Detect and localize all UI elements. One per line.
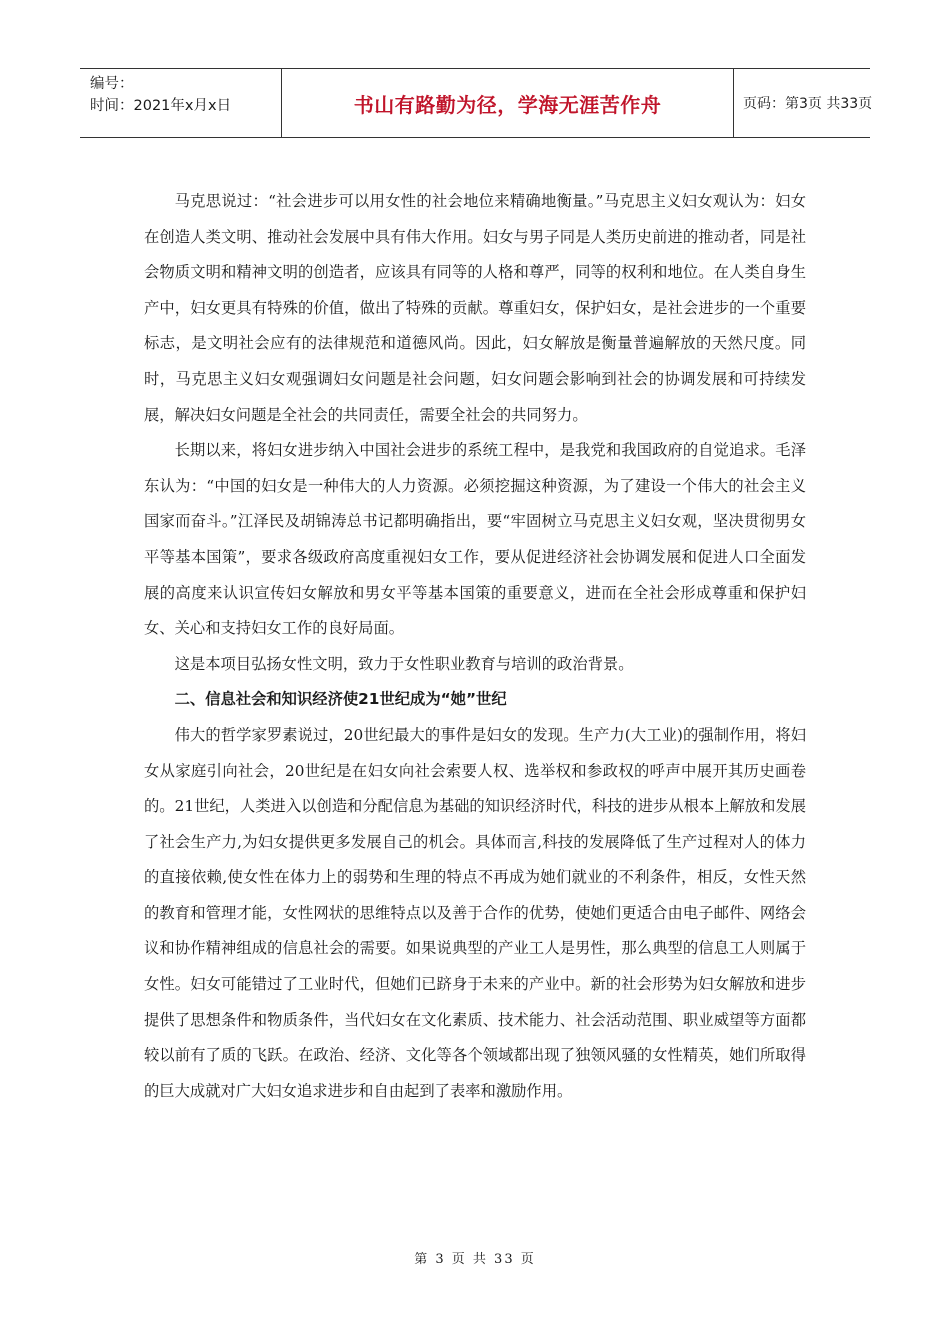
section-paragraph: 伟大的哲学家罗素说过，20世纪最大的事件是妇女的发现。生产力(大工业)的强制作用，将妇女从家庭引向社会，20世纪是在妇女向社会索要人权、选举权和参政权的呼声中展开其历史画卷的。21世纪，人类进入以创造和分配信息为基础的知识经济时代，科技的进步从根本上解放和发展了社会生产力,为妇女提供更多发展自己的机会。具体而言,科技的发展降低了生产过程对人的体力的直接依赖,使女性在体力上的弱势和生理的特点不再成为她们就业的不利条件，相反，女性天然的教育和管理才能，女性网状的思维特点以及善于合作的优势，使她们更适合由电子邮件、网络会议和协作精神组成的信息社会的需要。如果说典型的产业工人是男性，那么典型的信息工人则属于女性。妇女可能错过了工业时代，但她们已跻身于未来的产业中。新的社会形势为妇女解放和进步提供了思想条件和物质条件，当代妇女在文化素质、技术能力、社会活动范围、职业威望等方面都较以前有了质的飞跃。在政治、经济、文化等各个领域都出现了独领风骚的女性精英，她们所取得的巨大成就对广大妇女追求进步和自由起到了表率和激励作用。 (144, 725, 806, 1100)
body-paragraph-2: 长期以来，将妇女进步纳入中国社会进步的系统工程中，是我党和我国政府的自觉追求。毛泽东认为：“中国的妇女是一种伟大的人力资源。必须挖掘这种资源，为了建设一个伟大的社会主义国家而奋斗。”江泽民及胡锦涛总书记都明确指出，要“牢固树立马克思主义妇女观，坚决贯彻男女平等基本国策”，要求各级政府高度重视妇女工作，要从促进经济社会协调发展和促进人口全面发展的高度来认识宣传妇女解放和男女平等基本国策的重要意义，进而在全社会形成尊重和保护妇女、关心和支持妇女工作的良好局面。 (144, 441, 806, 638)
header-meta (80, 69, 282, 137)
document-body (144, 184, 806, 1109)
document-number-label: 编号： (90, 76, 134, 92)
header-motto: 书山有路勤为径，学海无涯苦作舟 (353, 92, 662, 117)
header-page-info: 页码：第3页 共33页 (743, 96, 873, 112)
page-header (80, 68, 873, 138)
header-motto-cell (282, 69, 734, 137)
section-heading: 二、信息社会和知识经济使21世纪成为“她”世纪 (174, 690, 507, 709)
body-paragraph-1: 马克思说过：“社会进步可以用女性的社会地位来精确地衡量。”马克思主义妇女观认为：妇女在创造人类文明、推动社会发展中具有伟大作用。妇女与男子同是人类历史前进的推动者，同是社会物质文明和精神文明的创造者，应该具有同等的人格和尊严，同等的权利和地位。在人类自身生产中，妇女更具有特殊的价值，做出了特殊的贡献。尊重妇女，保护妇女，是社会进步的一个重要标志，是文明社会应有的法律规范和道德风尚。因此，妇女解放是衡量普遍解放的天然尺度。同时，马克思主义妇女观强调妇女问题是社会问题，妇女问题会影响到社会的协调发展和可持续发展，解决妇女问题是全社会的共同责任，需要全社会的共同努力。 (144, 192, 806, 424)
page-footer: 第 3 页 共 33 页 (414, 1252, 536, 1267)
document-date: 时间：2021年x月x日 (90, 98, 232, 114)
body-paragraph-3: 这是本项目弘扬女性文明，致力于女性职业教育与培训的政治背景。 (174, 654, 634, 673)
